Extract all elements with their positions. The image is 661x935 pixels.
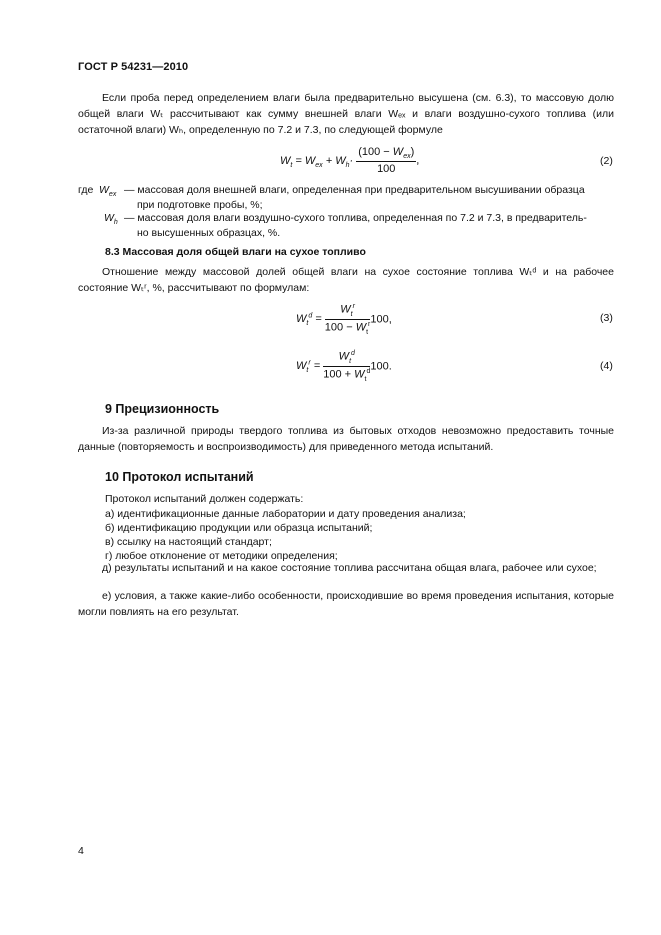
document-header: ГОСТ Р 54231—2010 bbox=[78, 61, 189, 73]
section-10-intro: Протокол испытаний должен содержать: bbox=[105, 493, 304, 505]
paragraph-8-3-text: Отношение между массовой долей общей влаги на сухое состояние топлива Wₜᵈ и на рабочее состояние Wₜʳ, %, рассчитывают по формулам: bbox=[78, 266, 614, 294]
formula-2-lhs: $W_t = W_{ex} + W_h\cdot$ bbox=[280, 154, 354, 169]
legend-wh-text: — массовая доля влаги воздушно-сухого топлива, определенная по 7.2 и 7.3, в предваритель- bbox=[124, 212, 587, 224]
legend-where: где bbox=[78, 184, 94, 196]
section-8-3-heading: 8.3 Массовая доля общей влаги на сухое топливо bbox=[105, 246, 366, 258]
formula-3: $W_t^d$ = $\frac{W_t^r}{100 - W_t^r}$ 100, bbox=[296, 303, 392, 336]
formula-4-fraction: $\frac{W_t^d}{100 + W_t^d}$ bbox=[323, 350, 371, 383]
page-number: 4 bbox=[78, 845, 84, 857]
legend-wh-text-2: но высушенных образцах, %. bbox=[137, 227, 281, 239]
formula-2: $W_t = W_{ex} + W_h\cdot$ $\frac{(100 - W_{ex})}{100}$ , bbox=[280, 146, 420, 176]
list-item: е) условия, а также какие-либо особенности, происходившие во время проведения испытания, которые могли повлиять на его результат. bbox=[78, 590, 614, 618]
formula-2-fraction: $\frac{(100 - W_{ex})}{100}$ bbox=[358, 146, 415, 176]
paragraph-8-3 bbox=[78, 264, 614, 296]
section-9-heading: 9 Прецизионность bbox=[105, 402, 220, 416]
list-item: б) идентификацию продукции или образца испытаний; bbox=[105, 522, 373, 534]
formula-2-number: (2) bbox=[600, 155, 613, 167]
section-10-heading: 10 Протокол испытаний bbox=[105, 470, 254, 484]
list-item: г) любое отклонение от методики определения; bbox=[105, 550, 338, 562]
paragraph-9-text: Из-за различной природы твердого топлива из бытовых отходов невозможно предоставить точные данные (повторяемость и воспроизводимость) для приведенного метода испытаний. bbox=[78, 425, 614, 453]
paragraph-8-2-text: Если проба перед определением влаги была предварительно высушена (см. 6.3), то массовую долю общей влаги Wₜ рассчитывают как сумму внешней влаги Wₑₓ и влаги воздушно-сухого топлива (или остаточной влаги) Wₕ, определенную по 7.2 и 7.3, по следующей формуле bbox=[78, 92, 614, 136]
legend-wex-text: — массовая доля внешней влаги, определенная при предварительном высушивании образца bbox=[124, 184, 585, 196]
list-item: в) ссылку на настоящий стандарт; bbox=[105, 536, 272, 548]
legend-wh-term: $W_h$ bbox=[104, 212, 118, 227]
list-item: а) идентификационные данные лаборатории и дату проведения анализа; bbox=[105, 508, 466, 520]
formula-3-fraction: $\frac{W_t^r}{100 - W_t^r}$ bbox=[324, 303, 371, 336]
formula-4-number: (4) bbox=[600, 360, 613, 372]
formula-4: $W_t^r$ = $\frac{W_t^d}{100 + W_t^d}$ 100. bbox=[296, 350, 392, 383]
legend-wex-text-2: при подготовке пробы, %; bbox=[137, 199, 263, 211]
paragraph-9 bbox=[78, 423, 614, 455]
paragraph-8-2 bbox=[78, 90, 614, 138]
formula-3-number: (3) bbox=[600, 312, 613, 324]
legend-wex-term: $W_{ex}$ bbox=[99, 184, 117, 199]
list-item: д) результаты испытаний и на какое состояние топлива рассчитана общая влага, рабочее или сухое; bbox=[102, 562, 597, 574]
